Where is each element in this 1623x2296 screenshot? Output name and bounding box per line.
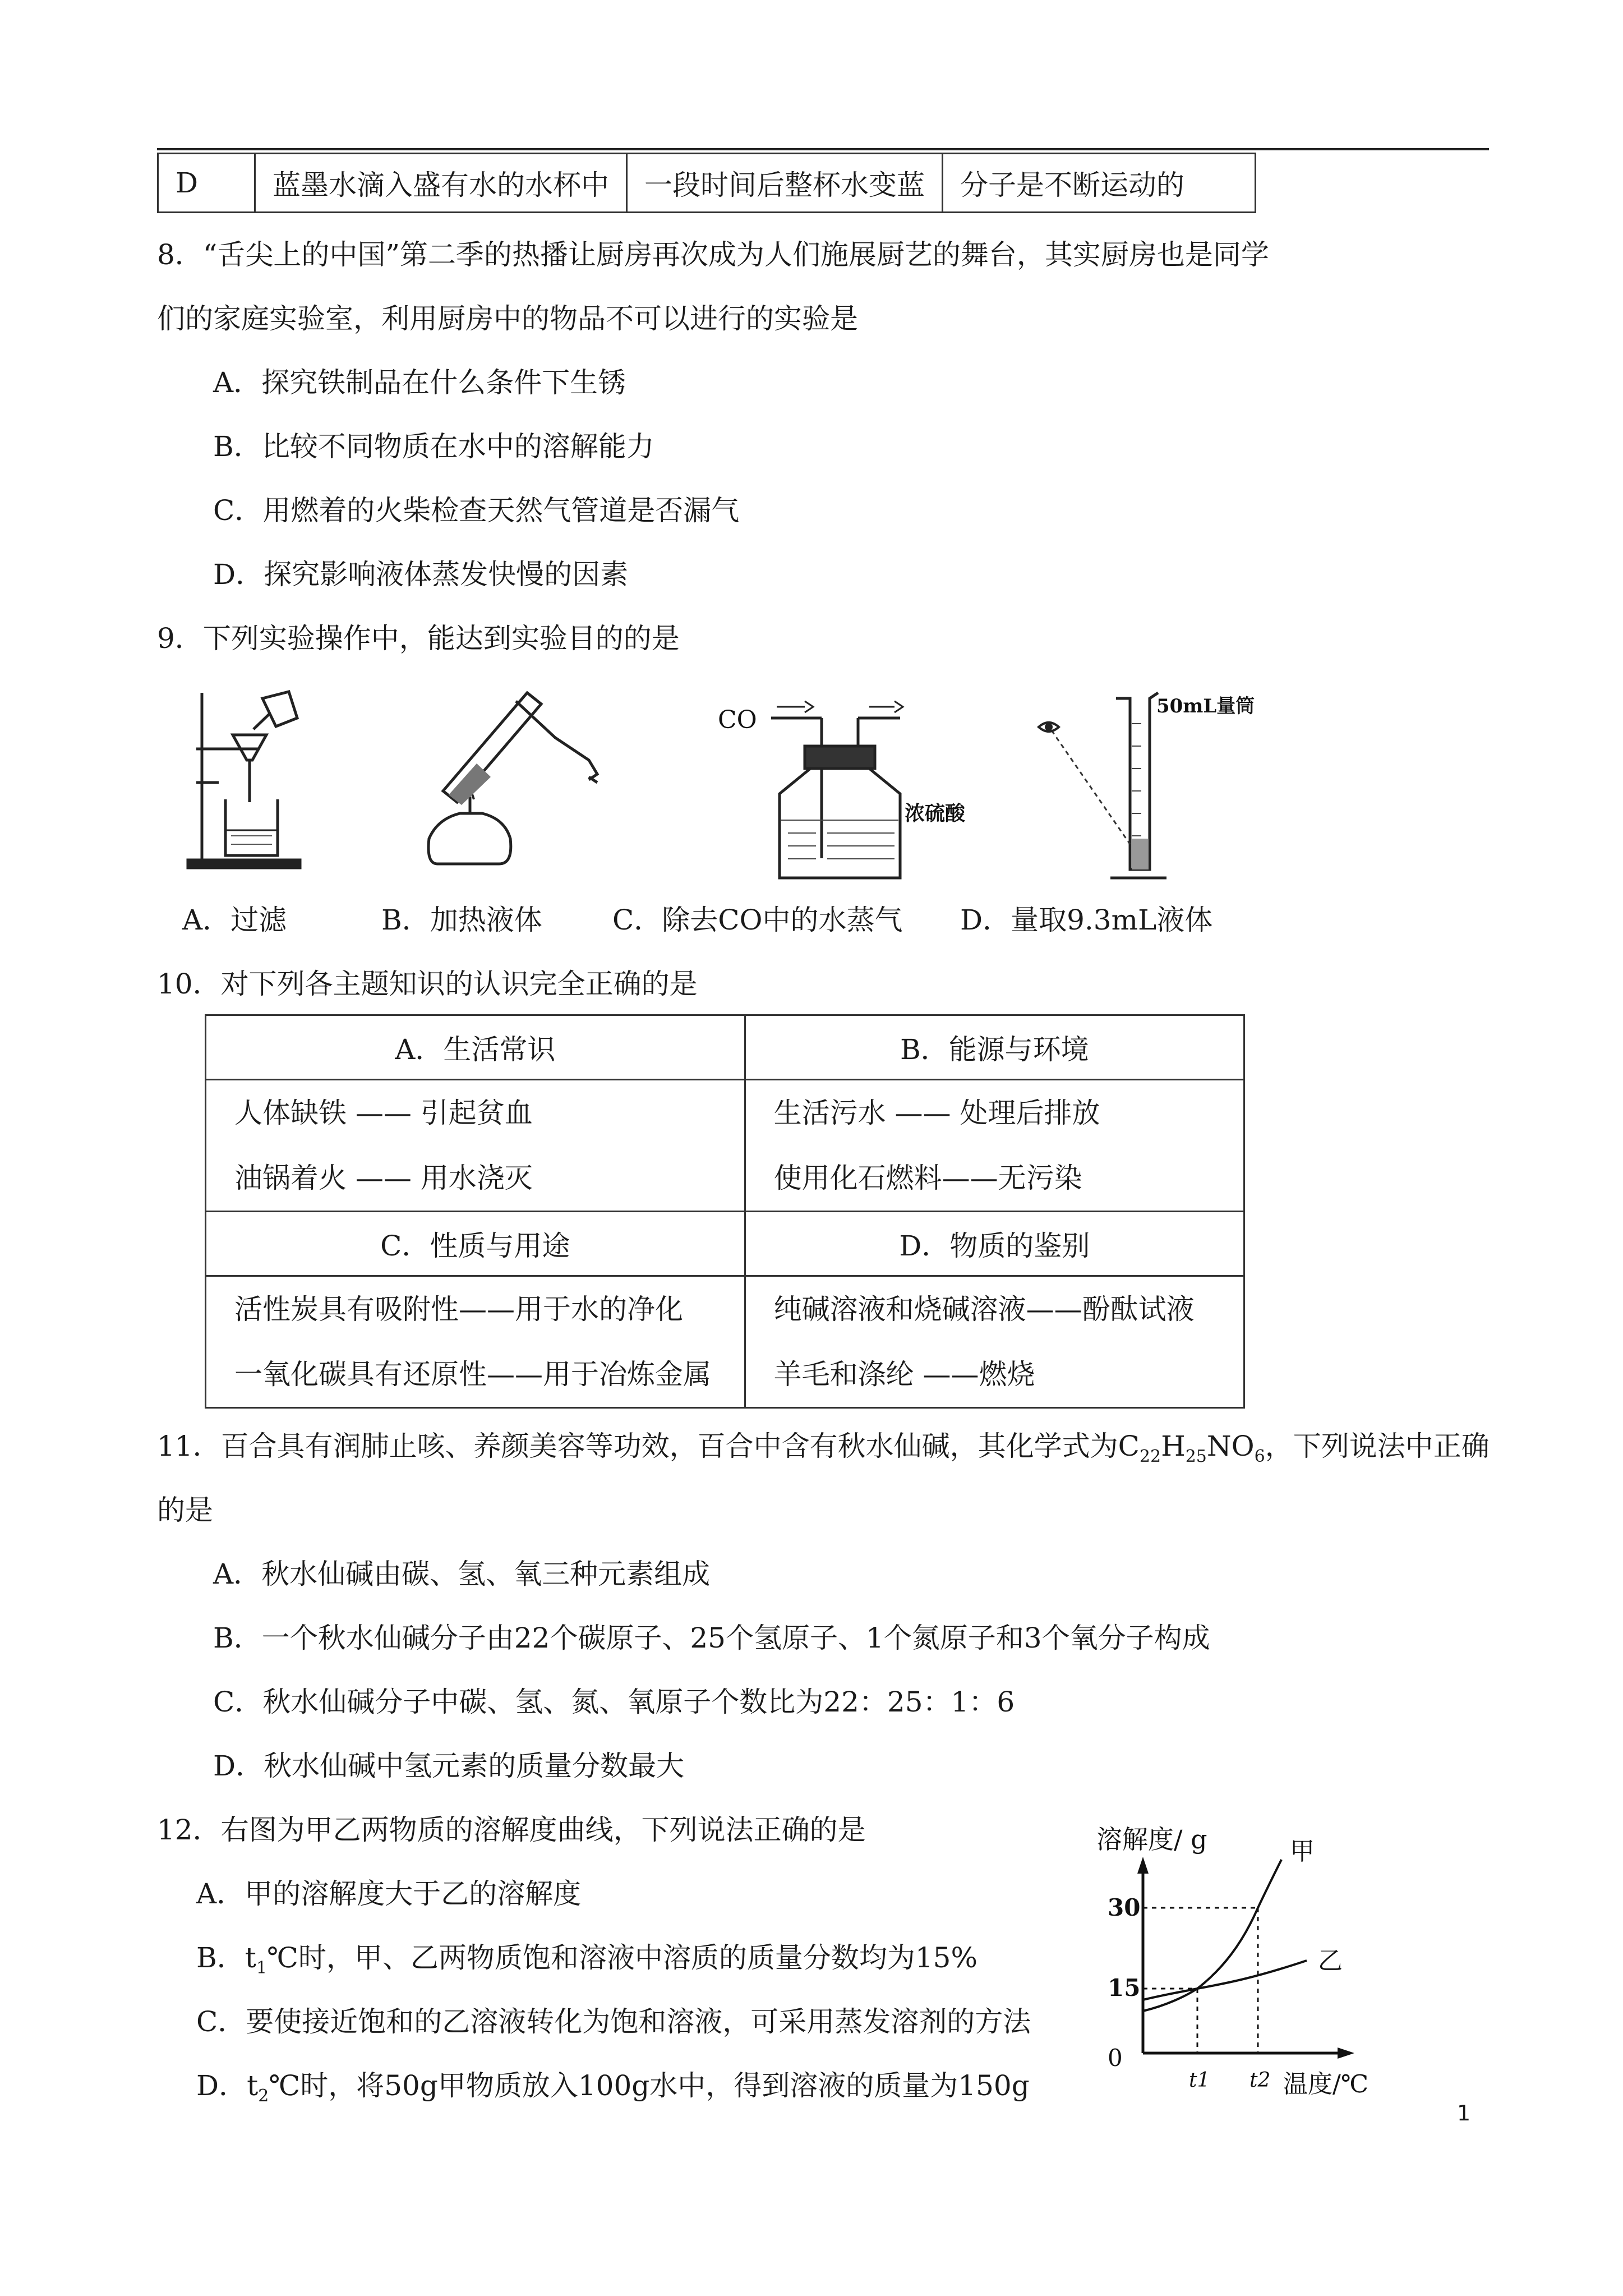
- table-row: [158, 154, 1256, 213]
- q10-stem: 10．对下列各主题知识的认识完全正确的是: [157, 968, 698, 1000]
- q8-option-c: C．用燃着的火柴检查天然气管道是否漏气: [213, 494, 740, 527]
- cell-line: 活性炭具有吸附性——用于水的净化: [234, 1293, 683, 1326]
- q11-stem-text-b: ，下列说法中正确: [1265, 1430, 1490, 1462]
- q11-option-d: D．秋水仙碱中氢元素的质量分数最大: [213, 1750, 685, 1782]
- q12-d-post: ℃时，将50g甲物质放入100g水中，得到溶液的质量为150g: [269, 2069, 1030, 2102]
- x-tick-t2: t2: [1249, 2069, 1271, 2092]
- table-cell: D: [158, 154, 255, 213]
- x-tick-t1: t1: [1189, 2069, 1210, 2092]
- y-axis-arrow-icon: [1137, 1857, 1149, 1874]
- header-rule: [157, 148, 1489, 150]
- q12-stem: 12．右图为甲乙两物质的溶解度曲线，下列说法正确的是: [157, 1814, 866, 1846]
- y-tick-15: 15: [1108, 1974, 1141, 2001]
- table-cell: 分子是不断运动的: [943, 154, 1256, 213]
- table-header-d: D．物质的鉴别: [745, 1212, 1244, 1276]
- q12-b-post: ℃时，甲、乙两物质饱和溶液中溶质的质量分数均为15%: [266, 1941, 978, 1974]
- q12-d-sub: 2: [258, 2086, 269, 2106]
- q12-b-pre: B．t: [196, 1941, 256, 1974]
- q12-b-sub: 1: [256, 1958, 267, 1978]
- table-cell: 一段时间后整杯水变蓝: [627, 154, 943, 213]
- q9-caption-d: D．量取9.3mL液体: [960, 904, 1213, 936]
- cell-line: 油锅着火 —— 用水浇灭: [234, 1162, 533, 1194]
- q8-option-d: D．探究影响液体蒸发快慢的因素: [213, 558, 629, 591]
- table-cell-b: [745, 1080, 1244, 1212]
- table-row: [206, 1276, 1244, 1408]
- q8-option-b: B．比较不同物质在水中的溶解能力: [213, 430, 654, 463]
- y-tick-30: 30: [1108, 1894, 1141, 1921]
- q9-caption-a: A．过滤: [182, 904, 287, 936]
- q11-option-c: C．秋水仙碱分子中碳、氢、氮、氧原子个数比为22：25：1：6: [213, 1686, 1015, 1718]
- q8-stem-line1: 8．“舌尖上的中国”第二季的热播让厨房再次成为人们施展厨艺的舞台，其实厨房也是同学: [157, 238, 1269, 271]
- q11-stem-line1: 11．百合具有润肺止咳、养颜美容等功效，百合中含有秋水仙碱，其化学式为$C_{22}H_{25}NO_6$，下列说法中正确: [157, 1430, 1490, 1466]
- x-axis-arrow-icon: [1338, 2047, 1354, 2059]
- table-cell-d: [745, 1276, 1244, 1408]
- q12-option-d: [196, 2069, 1030, 2113]
- conc-sulfuric-label: 浓硫酸: [905, 802, 966, 825]
- q12-option-b: [196, 1941, 978, 1985]
- series-label-yi: 乙: [1318, 1947, 1343, 1975]
- top-table: [157, 153, 1256, 213]
- cylinder-label: 50mL量筒: [1156, 695, 1255, 717]
- gas-wash-bottle-figure: [715, 696, 973, 881]
- table-cell-c: [206, 1276, 745, 1408]
- q9-stem: 9．下列实验操作中，能达到实验目的的是: [157, 622, 680, 655]
- page-number: 1: [1457, 2101, 1471, 2125]
- table-header-a: A．生活常识: [206, 1015, 745, 1080]
- q8-option-a: A．探究铁制品在什么条件下生锈: [213, 366, 626, 399]
- table-cell: 蓝墨水滴入盛有水的水杯中: [255, 154, 627, 213]
- co-label: CO: [718, 706, 757, 734]
- cell-line: 人体缺铁 —— 引起贫血: [234, 1097, 533, 1129]
- cell-line: 生活污水 —— 处理后排放: [773, 1097, 1100, 1129]
- q11-option-a: A．秋水仙碱由碳、氢、氧三种元素组成: [213, 1558, 711, 1590]
- series-label-jia: 甲: [1290, 1837, 1315, 1866]
- q10-table: [205, 1014, 1245, 1409]
- graph-xlabel: 温度/℃: [1283, 2070, 1369, 2099]
- q11-stem-text-a: 11．百合具有润肺止咳、养颜美容等功效，百合中含有秋水仙碱，其化学式为C: [157, 1430, 1140, 1462]
- measuring-cylinder-figure: [1026, 690, 1318, 881]
- filtration-figure: [179, 682, 314, 872]
- origin-label: 0: [1108, 2044, 1123, 2072]
- q12-option-c: C．要使接近饱和的乙溶液转化为饱和溶液，可采用蒸发溶剂的方法: [196, 2005, 1031, 2038]
- cell-line: 使用化石燃料——无污染: [773, 1162, 1082, 1194]
- q11-option-b: B．一个秋水仙碱分子由22个碳原子、25个氢原子、1个氮原子和3个氧分子构成: [213, 1622, 1210, 1654]
- q9-caption-b: B．加热液体: [381, 904, 542, 936]
- table-row: [206, 1212, 1244, 1276]
- table-header-b: B．能源与环境: [745, 1015, 1244, 1080]
- series-yi-curve: [1143, 1961, 1307, 2000]
- q12-d-pre: D．t: [196, 2069, 259, 2102]
- solubility-graph: [1082, 1818, 1396, 2109]
- q9-caption-c: C．除去CO中的水蒸气: [612, 904, 903, 936]
- heating-figure: [404, 670, 606, 872]
- table-row: [206, 1015, 1244, 1080]
- q11-stem-line2: 的是: [157, 1494, 213, 1526]
- q8-stem-line2: 们的家庭实验室，利用厨房中的物品不可以进行的实验是: [157, 302, 858, 335]
- table-header-c: C．性质与用途: [206, 1212, 745, 1276]
- q12-option-a: A．甲的溶解度大于乙的溶解度: [196, 1878, 582, 1910]
- graph-ylabel: 溶解度/ g: [1096, 1824, 1207, 1855]
- table-row: [206, 1080, 1244, 1212]
- table-cell-a: [206, 1080, 745, 1212]
- cell-line: 一氧化碳具有还原性——用于冶炼金属: [234, 1358, 711, 1391]
- cell-line: 羊毛和涤纶 ——燃烧: [773, 1358, 1035, 1391]
- cell-line: 纯碱溶液和烧碱溶液——酚酞试液: [773, 1293, 1195, 1326]
